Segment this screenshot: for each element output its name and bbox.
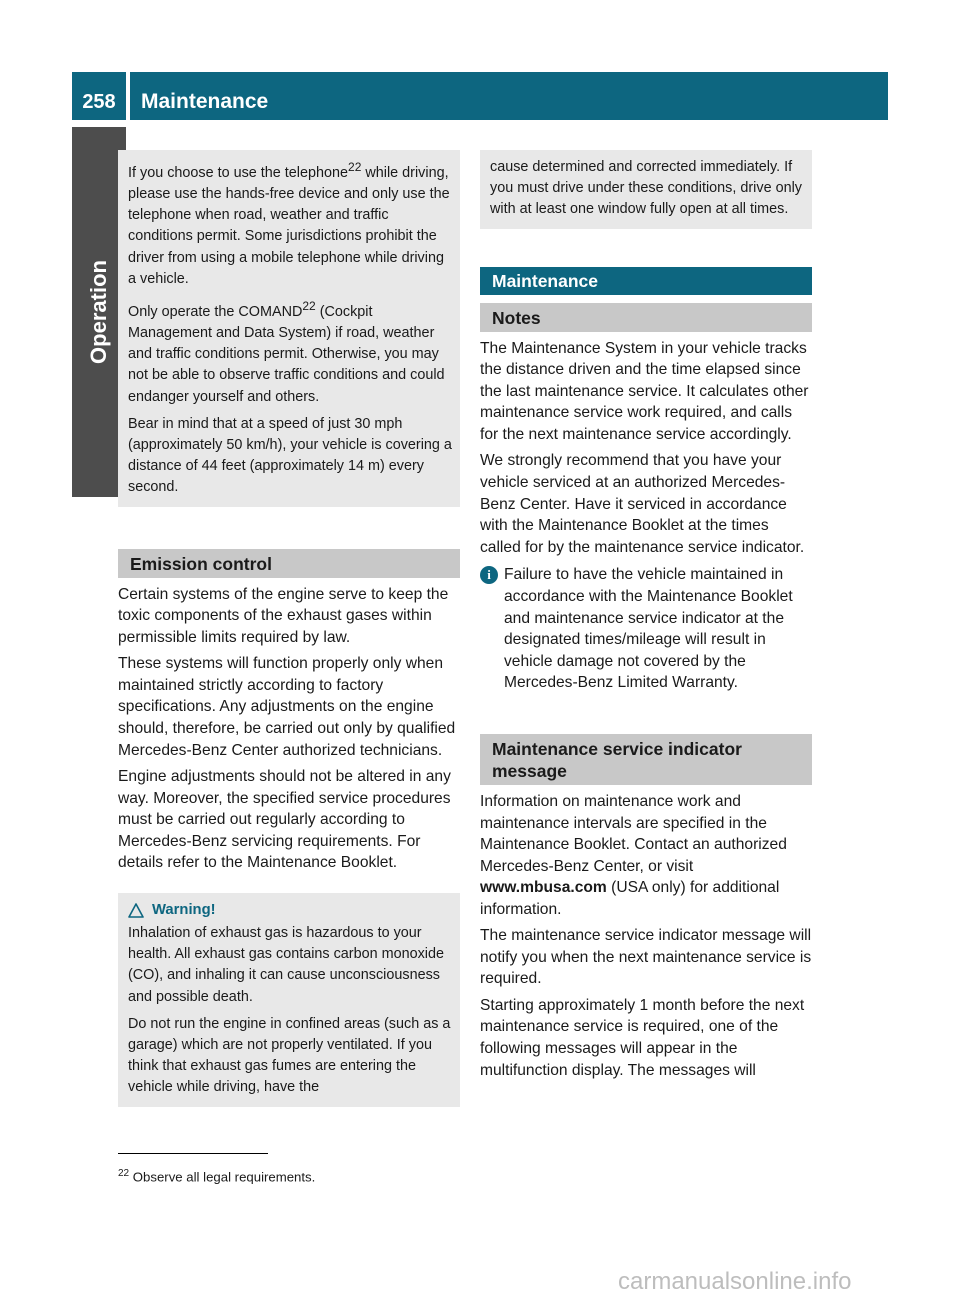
footnote-ref: 22: [348, 160, 362, 174]
mbusa-link[interactable]: www.mbusa.com: [480, 879, 607, 897]
page-title: Maintenance: [130, 72, 888, 120]
warning-triangle-icon: [128, 903, 144, 918]
notes-heading: Notes: [480, 303, 812, 332]
right-column: [480, 150, 812, 1086]
left-column: [118, 150, 460, 1107]
section-tab-label: Operation: [86, 260, 111, 364]
warning-title: Warning!: [128, 900, 454, 921]
indicator-paragraph-1: Information on maintenance work and maintenance intervals are specified in the Maintenance Booklet. Contact an authorized Mercedes-Benz Center, or visit www.mbusa.com (USA only) for additional information.: [480, 792, 787, 918]
speed-paragraph: Bear in mind that at a speed of just 30 mph (approximately 50 km/h), your vehicle is covering a distance of 44 feet (approximately 14 m) every second.: [128, 415, 452, 496]
info-note: [480, 564, 812, 694]
watermark: carmanualsonline.info: [618, 1268, 852, 1295]
page-number: 258: [72, 72, 126, 120]
footnote: [118, 1166, 315, 1185]
info-icon: i: [480, 566, 498, 584]
warning-paragraph-1: Inhalation of exhaust gas is hazardous to your health. All exhaust gas contains carbon monoxide (CO), and inhaling it can cause unconsciousness and possible death.: [128, 924, 444, 1005]
emission-paragraph-3: Engine adjustments should not be altered in any way. Moreover, the specified service procedures must be carried out regularly according to Mercedes-Benz servicing requirements. For details refer to the Maintenance Booklet.: [118, 767, 451, 872]
emission-paragraph-1: Certain systems of the engine serve to keep the toxic components of the exhaust gases within permissible limits required by law.: [118, 585, 449, 646]
telephone-paragraph: If you choose to use the telephone$^{22}$ while driving, please use the hands-free device and only use the telephone when road, weather and traffic conditions permit. Some jurisdictions prohibit the driver from using a mobile telephone while driving a vehicle.: [128, 160, 450, 287]
exhaust-warning-box: [118, 893, 460, 1107]
emission-control-heading: Emission control: [118, 549, 460, 578]
footnote-number: 22: [118, 1168, 130, 1179]
maintenance-indicator-heading: Maintenance service indicator message: [480, 734, 812, 785]
comand-paragraph: Only operate the COMAND$^{22}$ (Cockpit Management and Data System) if road, weather and traffic conditions permit. Otherwise, you may not be able to observe traffic conditions and could endanger yourself and others.: [128, 299, 445, 405]
footnote-text: Observe all legal requirements.: [129, 1169, 316, 1185]
notes-paragraph-2: We strongly recommend that you have your vehicle serviced at an authorized Mercedes-Benz Center. Have it serviced in accordance with the Maintenance Booklet at the times called for by the maintenance service indicator.: [480, 452, 805, 556]
info-note-text: Failure to have the vehicle maintained in accordance with the Maintenance Booklet and maintenance service indicator at the designated times/mileage will result in vehicle damage not covered by the Mercedes-Benz Limited Warranty.: [504, 566, 793, 692]
indicator-paragraph-2: The maintenance service indicator message will notify you when the next maintenance service is required.: [480, 927, 812, 988]
indicator-paragraph-3: Starting approximately 1 month before the next maintenance service is required, one of the following messages will appear in the multifunction display. The messages will: [480, 996, 805, 1079]
warning-paragraph-2: Do not run the engine in confined areas (such as a garage) which are not properly ventilated. If you think that exhaust gas fumes are entering the vehicle while driving, have the: [128, 1015, 451, 1096]
emission-paragraph-2: These systems will function properly only when maintained strictly according to factory specifications. Any adjustments on the engine should, therefore, be carried out only by qualified Mercedes-Benz Center authorized technicians.: [118, 655, 456, 759]
telephone-warning-box: [118, 150, 460, 507]
notes-paragraph-1: The Maintenance System in your vehicle tracks the distance driven and the time elapsed since the last maintenance service. It calculates other maintenance service work required, and calls for the next maintenance service accordingly.: [480, 339, 809, 443]
warning-continued-box: [480, 150, 812, 229]
maintenance-heading: Maintenance: [480, 267, 812, 295]
footnote-divider: [118, 1153, 268, 1154]
warning-continued-paragraph: cause determined and corrected immediately. If you must drive under these conditions, drive only with at least one window fully open at all times.: [490, 159, 802, 218]
footnote-ref: 22: [302, 299, 316, 314]
